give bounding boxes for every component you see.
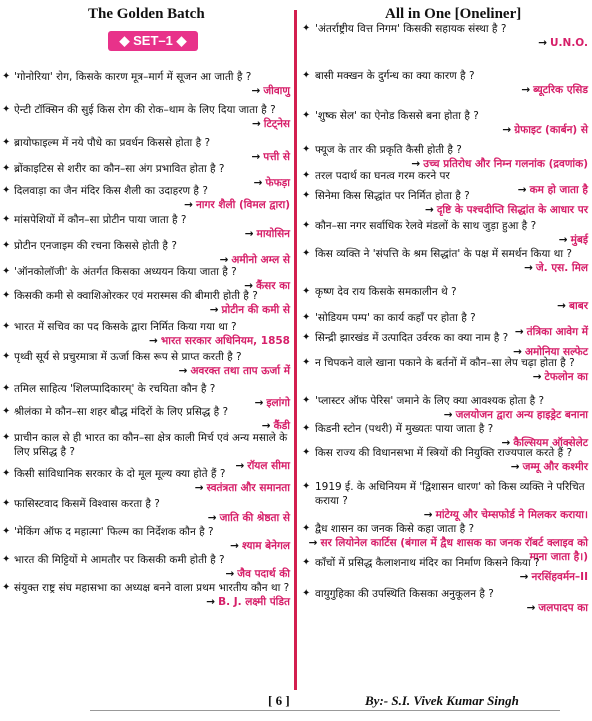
answer-text: अवरक्त तथा ताप ऊर्जा में xyxy=(190,365,290,377)
answer-text: तंत्रिका आवेग में xyxy=(526,326,588,338)
star-bullet-icon: ✦ xyxy=(302,220,311,231)
answer-row xyxy=(303,233,588,247)
arrow-right-icon: → xyxy=(251,151,261,163)
answer-text: श्याम बेनेगल xyxy=(241,540,290,552)
star-bullet-icon: ✦ xyxy=(302,144,311,155)
star-bullet-icon: ✦ xyxy=(302,110,311,121)
star-bullet-icon: ✦ xyxy=(302,395,311,406)
arrow-right-icon: → xyxy=(423,509,433,521)
arrow-right-icon: → xyxy=(425,204,434,216)
answer-text: मुंबई xyxy=(570,234,588,246)
star-bullet-icon: ✦ xyxy=(2,498,11,509)
answer-row xyxy=(14,198,290,212)
left-header-title: The Golden Batch xyxy=(88,6,205,22)
star-bullet-icon: ✦ xyxy=(302,312,311,323)
star-bullet-icon: ✦ xyxy=(2,351,11,362)
answer-row xyxy=(303,203,588,217)
question-item xyxy=(2,553,290,581)
question-text: 'सोडियम पम्प' का कार्य कहाँ पर होता है ? xyxy=(315,312,476,324)
question-item xyxy=(303,69,588,97)
question-text: 'अंतर्राष्ट्रीय वित्त निगम' किसकी सहायक संस्था है ? xyxy=(315,23,507,35)
answer-row xyxy=(303,408,588,422)
arrow-right-icon: → xyxy=(513,346,522,358)
question-item xyxy=(2,239,290,267)
question-text: किडनी स्टोन (पथरी) में मुख्यतः पाया जाता है ? xyxy=(315,423,494,435)
question-text: सिन्द्री झारखंड में उत्पादित उर्वरक का क्या नाम है ? xyxy=(315,332,509,344)
question-item xyxy=(303,356,588,384)
question-text: 1919 ई. के अधिनियम में 'द्विशासन धारण' को किस व्यक्ति ने परिचित कराया ? xyxy=(315,481,585,507)
answer-row xyxy=(303,261,588,275)
arrow-right-icon: → xyxy=(521,84,531,96)
question-item xyxy=(2,136,290,164)
star-bullet-icon: ✦ xyxy=(302,248,311,259)
question-item xyxy=(303,480,588,522)
arrow-right-icon: → xyxy=(510,461,520,473)
star-bullet-icon: ✦ xyxy=(2,240,11,251)
question-text: 'गोनोरिया' रोग, किसके कारण मूत्र–मार्ग में सूजन आ जाती है ? xyxy=(14,71,252,83)
answer-text: जैव पदार्थ की xyxy=(237,568,290,580)
answer-row xyxy=(303,601,588,615)
arrow-right-icon: → xyxy=(194,482,204,494)
arrow-right-icon: → xyxy=(225,568,235,580)
answer-text: जाति की श्रेष्ठता से xyxy=(219,512,290,524)
answer-text: ग्रेफाइट (कार्बन) से xyxy=(514,124,588,136)
question-text: फ्यूज के तार की प्रकृति कैसी होती है ? xyxy=(315,144,462,156)
question-text: ब्रायोफाइल्म में नये पौधे का प्रवर्धन किससे होता है ? xyxy=(14,137,211,149)
star-bullet-icon: ✦ xyxy=(302,70,311,81)
star-bullet-icon: ✦ xyxy=(2,214,11,225)
diamond-icon: ◆ xyxy=(172,33,187,48)
arrow-right-icon: → xyxy=(526,602,536,614)
star-bullet-icon: ✦ xyxy=(302,523,311,534)
answer-row xyxy=(14,481,290,495)
star-bullet-icon: ✦ xyxy=(302,557,311,568)
answer-row xyxy=(14,539,290,553)
arrow-right-icon: → xyxy=(235,460,245,472)
page-number: [ 6 ] xyxy=(268,693,290,708)
answer-text: अमोनिया सल्फेट xyxy=(524,346,588,358)
arrow-right-icon: → xyxy=(178,365,188,377)
question-text: पृथ्वी सूर्य से प्रचुरमात्रा में ऊर्जा किस रूप से प्राप्त करती है ? xyxy=(14,351,242,363)
star-bullet-icon: ✦ xyxy=(302,481,311,492)
answer-text: फेफड़ा xyxy=(265,177,290,189)
star-bullet-icon: ✦ xyxy=(2,290,11,301)
star-bullet-icon: ✦ xyxy=(302,588,311,599)
question-item xyxy=(303,247,588,275)
arrow-right-icon: → xyxy=(254,397,264,409)
answer-text: नरसिंहवर्मन–II xyxy=(531,571,588,583)
answer-row xyxy=(303,36,588,50)
question-item xyxy=(2,497,290,525)
answer-text: U.N.O. xyxy=(550,37,588,49)
answer-text: कम हो जाता है xyxy=(529,184,588,196)
answer-row xyxy=(303,83,588,97)
question-text: सिनेमा किस सिद्धांत पर निर्मित होता है ? xyxy=(315,190,470,202)
question-item xyxy=(303,446,588,474)
arrow-right-icon: → xyxy=(206,596,216,608)
answer-text: जे. एस. मिल xyxy=(535,262,588,274)
answer-text: टिट्नेस xyxy=(263,118,290,130)
star-bullet-icon: ✦ xyxy=(2,406,11,417)
star-bullet-icon: ✦ xyxy=(2,383,11,394)
footer-rule xyxy=(90,710,560,711)
question-item xyxy=(2,405,290,433)
star-bullet-icon: ✦ xyxy=(2,104,11,115)
arrow-right-icon: → xyxy=(532,371,542,383)
arrow-right-icon: → xyxy=(253,177,263,189)
question-item xyxy=(303,143,588,171)
star-bullet-icon: ✦ xyxy=(2,526,11,537)
star-bullet-icon: ✦ xyxy=(2,71,11,82)
answer-text: कैंसर का xyxy=(256,280,290,292)
set-badge xyxy=(108,31,198,51)
answer-row xyxy=(14,567,290,581)
star-bullet-icon: ✦ xyxy=(302,170,311,181)
arrow-right-icon: → xyxy=(501,437,511,449)
arrow-right-icon: → xyxy=(244,228,254,240)
answer-row xyxy=(14,511,290,525)
arrow-right-icon: → xyxy=(244,280,254,292)
answer-text: जलपादप का xyxy=(538,602,588,614)
question-item xyxy=(2,289,290,317)
arrow-right-icon: → xyxy=(519,571,529,583)
question-item xyxy=(2,525,290,553)
question-item xyxy=(2,581,290,609)
answer-text: बाबर xyxy=(568,300,588,312)
answer-text: जीवाणु xyxy=(263,85,290,97)
question-text: मांसपेशियों में कौन–सा प्रोटीन पाया जाता है ? xyxy=(14,214,187,226)
star-bullet-icon: ✦ xyxy=(2,582,11,593)
arrow-right-icon: → xyxy=(251,118,261,130)
star-bullet-icon: ✦ xyxy=(302,447,311,458)
question-item xyxy=(303,394,588,422)
arrow-right-icon: → xyxy=(308,537,318,549)
star-bullet-icon: ✦ xyxy=(2,321,11,332)
arrow-right-icon: → xyxy=(514,326,524,338)
arrow-right-icon: → xyxy=(184,199,193,211)
answer-text: दृष्टि के पश्चदीप्ति सिद्धांत के आधार पर xyxy=(436,204,588,216)
question-item xyxy=(2,350,290,378)
answer-text: मांटेग्यू और चेम्सफोर्ड ने मिलकर कराया। xyxy=(435,509,588,521)
question-text: किसी सांविधानिक सरकार के दो मूल मूल्य क्या होते हैं ? xyxy=(14,468,226,480)
question-text: किस राज्य की विधानसभा में स्त्रियों की नियुक्ति राज्यपाल करते हैं ? xyxy=(315,447,573,459)
answer-row xyxy=(303,460,588,474)
answer-row xyxy=(14,84,290,98)
question-item xyxy=(303,587,588,615)
question-text: न चिपकने वाले खाना पकाने के बर्तनों में कौन–सा लेप चढ़ा होता है ? xyxy=(315,357,575,369)
question-item xyxy=(303,22,588,50)
star-bullet-icon: ✦ xyxy=(2,432,11,443)
answer-text: प्रोटीन की कमी से xyxy=(221,304,290,316)
answer-row xyxy=(14,334,290,348)
question-text: 'ऑनकोलॉजी' के अंतर्गत किसका अध्ययन किया जाता है ? xyxy=(14,266,237,278)
question-item xyxy=(2,184,290,212)
answer-row xyxy=(14,117,290,131)
question-text: द्वैध शासन का जनक किसे कहा जाता है ? xyxy=(315,523,475,535)
question-text: बासी मक्खन के दुर्गन्ध का क्या कारण है ? xyxy=(315,70,475,82)
question-item xyxy=(303,556,588,584)
arrow-right-icon: → xyxy=(230,540,239,552)
star-bullet-icon: ✦ xyxy=(302,286,311,297)
star-bullet-icon: ✦ xyxy=(302,423,311,434)
answer-text: कैंडी xyxy=(273,420,290,432)
question-text: प्राचीन काल से ही भारत का कौन–सा क्षेत्र काली मिर्च एवं अन्य मसाले के लिए प्रसिद्ध है ? xyxy=(14,432,288,458)
answer-row xyxy=(303,508,588,522)
answer-text: रॉयल सीमा xyxy=(247,460,290,472)
answer-text: ब्यूटरिक एसिड xyxy=(533,84,588,96)
arrow-right-icon: → xyxy=(251,85,261,97)
question-text: श्रीलंका मे कौन–सा शहर बौद्ध मंदिरों के लिए प्रसिद्ध है ? xyxy=(14,406,229,418)
question-text: दिलवाड़ा का जैन मंदिर किस शैली का उदाहरण है ? xyxy=(14,185,208,197)
star-bullet-icon: ✦ xyxy=(302,23,311,34)
question-text: ऐन्टी टॉक्सिन की सुई किस रोग की रोक–थाम के लिए दिया जाता है ? xyxy=(14,104,276,116)
column-divider xyxy=(294,10,297,690)
arrow-right-icon: → xyxy=(557,300,566,312)
question-item xyxy=(2,467,290,495)
question-item xyxy=(303,219,588,247)
arrow-right-icon: → xyxy=(538,37,548,49)
question-text: तरल पदार्थ का घनत्व गरम करने पर xyxy=(315,170,450,182)
question-text: किसकी कमी से क्वाशिओरकर एवं मरास्मस की बीमारी होती है ? xyxy=(14,290,258,302)
question-text: 'शुष्क सेल' का ऐनोड किससे बना होता है ? xyxy=(315,110,479,122)
question-item xyxy=(2,103,290,131)
answer-text: टेफलोन का xyxy=(544,371,588,383)
answer-text: सर लियोनेल कार्टिस (बंगाल में द्वैध शासक का जनक रॉबर्ट क्लाइव को माना जाता है।) xyxy=(320,537,588,563)
answer-row xyxy=(14,595,290,609)
answer-text: जम्मू और कश्मीर xyxy=(522,461,588,473)
star-bullet-icon: ✦ xyxy=(2,185,11,196)
answer-text: जलयोजन द्वारा अन्य हाइड्रेट बनाना xyxy=(455,409,588,421)
answer-row xyxy=(14,303,290,317)
star-bullet-icon: ✦ xyxy=(302,357,311,368)
question-item xyxy=(2,320,290,348)
arrow-right-icon: → xyxy=(517,184,527,196)
question-text: कौन–सा नगर सर्वाधिक रेलवे मंडलों के साथ जुड़ा हुआ है ? xyxy=(315,220,537,232)
question-text: भारत में सचिव का पद किसके द्वारा निर्मित किया गया था ? xyxy=(14,321,237,333)
question-text: भारत की मिट्टियों मे आमतौर पर किसकी कमी होती है ? xyxy=(14,554,225,566)
question-text: ब्रोंकाइटिस से शरीर का कौन–सा अंग प्रभावित होता है ? xyxy=(14,163,225,175)
question-item xyxy=(303,331,588,359)
star-bullet-icon: ✦ xyxy=(2,554,11,565)
answer-text: इलांगो xyxy=(266,397,290,409)
question-text: फासिस्टवाद किसमें विश्वास करता है ? xyxy=(14,498,160,510)
question-text: काँचों में प्रसिद्ध कैलाशनाथ मंदिर का निर्माण किसने किया ? xyxy=(315,557,540,569)
arrow-right-icon: → xyxy=(261,420,271,432)
answer-text: भारत सरकार अधिनियम, 1858 xyxy=(160,335,290,347)
star-bullet-icon: ✦ xyxy=(2,266,11,277)
question-text: 'मेकिंग ऑफ द महात्मा' फिल्म का निर्देशक कौन है ? xyxy=(14,526,214,538)
arrow-right-icon: → xyxy=(209,304,219,316)
right-header-title: All in One [Oneliner] xyxy=(385,6,522,22)
question-item xyxy=(303,285,588,313)
answer-text: B. J. लक्ष्मी पंडित xyxy=(218,596,290,608)
star-bullet-icon: ✦ xyxy=(302,332,311,343)
arrow-right-icon: → xyxy=(443,409,453,421)
arrow-right-icon: → xyxy=(502,124,512,136)
question-text: वायुगुहिका की उपस्थिति किसका अनुकूलन है ? xyxy=(315,588,494,600)
question-item xyxy=(303,109,588,137)
question-text: संयुक्त राष्ट्र संघ महासभा का अध्यक्ष बनने वाला प्रथम भारतीय कौन था ? xyxy=(14,582,290,594)
answer-row xyxy=(14,364,290,378)
answer-row xyxy=(303,123,588,137)
star-bullet-icon: ✦ xyxy=(2,137,11,148)
arrow-right-icon: → xyxy=(558,234,568,246)
answer-row xyxy=(303,370,588,384)
question-text: प्रोटीन एनजाइम की रचना किससे होती है ? xyxy=(14,240,177,252)
answer-text: स्वतंत्रता और समानता xyxy=(206,482,290,494)
question-text: किस व्यक्ति ने 'संपत्ति के श्रम सिद्धांत' के पक्ष में समर्थन किया था ? xyxy=(315,248,572,260)
answer-text: नागर शैली (विमल द्वारा) xyxy=(195,199,290,211)
diamond-icon: ◆ xyxy=(119,33,134,48)
question-text: तमिल साहित्य 'शिलप्पादिकारम्' के रचयिता कौन है ? xyxy=(14,383,216,395)
question-text: कृष्ण देव राय किसके समकालीन थे ? xyxy=(315,286,457,298)
star-bullet-icon: ✦ xyxy=(2,163,11,174)
author-credit: By:- S.I. Vivek Kumar Singh xyxy=(365,693,519,708)
question-item xyxy=(303,189,588,217)
question-item xyxy=(2,213,290,241)
arrow-right-icon: → xyxy=(219,254,229,266)
question-item xyxy=(2,70,290,98)
answer-text: मायोसिन xyxy=(256,228,290,240)
star-bullet-icon: ✦ xyxy=(302,190,311,201)
answer-text: कैल्सियम ऑक्सेलेट xyxy=(513,437,588,449)
question-text: 'प्लास्टर ऑफ पेरिस' जमाने के लिए क्या आवश्यक होता है ? xyxy=(315,395,545,407)
answer-text: उच्च प्रतिरोध और निम्न गलनांक (द्रवणांक) xyxy=(423,158,588,170)
arrow-right-icon: → xyxy=(149,335,158,347)
arrow-right-icon: → xyxy=(524,262,533,274)
set-label: SET–1 xyxy=(133,33,173,48)
star-bullet-icon: ✦ xyxy=(2,468,11,479)
answer-row xyxy=(303,570,588,584)
arrow-right-icon: → xyxy=(207,512,217,524)
answer-text: पत्ती से xyxy=(263,151,290,163)
answer-text: अमीनो अम्ल से xyxy=(231,254,290,266)
arrow-right-icon: → xyxy=(411,158,421,170)
